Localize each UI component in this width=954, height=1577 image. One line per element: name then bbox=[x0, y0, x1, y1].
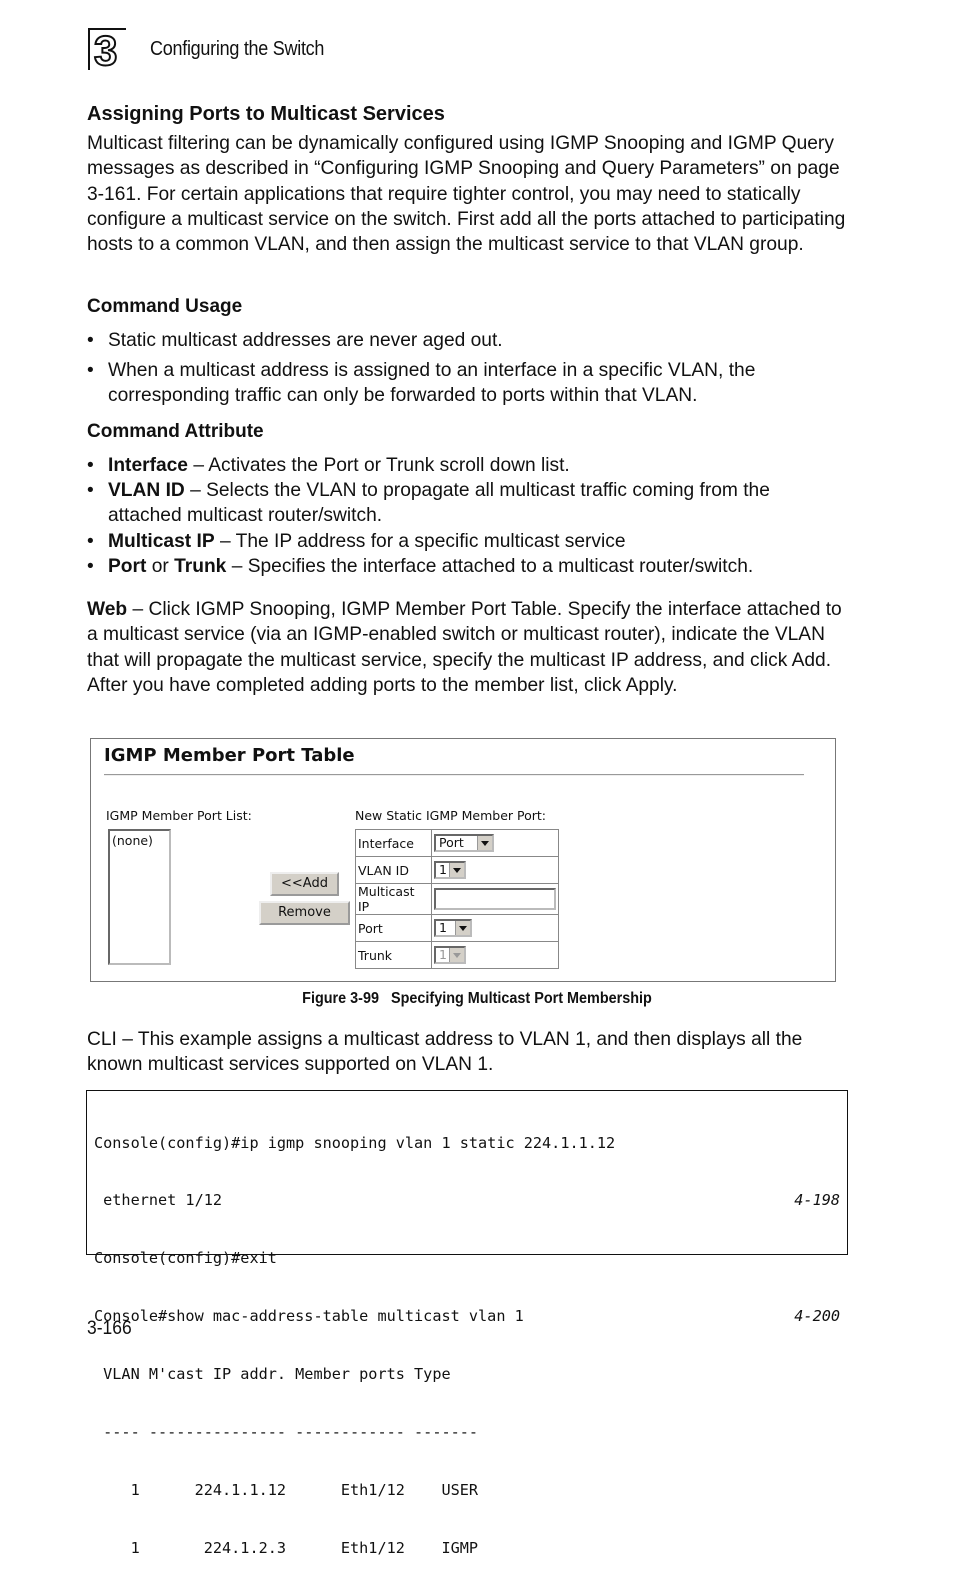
page-reference: 4-200 bbox=[794, 1307, 840, 1326]
interface-select[interactable]: Port bbox=[434, 834, 494, 852]
cli-intro: CLI – This example assigns a multicast address to VLAN 1, and then displays all the known multicast services supported on VLAN 1. bbox=[87, 1029, 803, 1076]
attribute-bullet: • Multicast IP – The IP address for a specific multicast service bbox=[87, 531, 626, 552]
chapter-number: 3 bbox=[88, 28, 126, 70]
multicast-ip-input[interactable] bbox=[434, 888, 556, 910]
code-line: ---- --------------- ------------ ------- bbox=[94, 1423, 479, 1442]
page-reference: 4-198 bbox=[794, 1191, 840, 1210]
interface-row bbox=[356, 830, 559, 857]
command-attribute-heading: Command Attribute bbox=[87, 421, 264, 442]
intro-paragraph: Multicast filtering can be dynamically configured using IGMP Snooping and IGMP Query messages as described in “Configuring IGMP Snooping and Query Parameters” on page 3-161. For certain applications that require tighter control, you may need to statically configure a multicast service on the switch. First add all the ports attached to participating hosts to a common VLAN, and then assign the multicast service to that VLAN group. bbox=[87, 133, 846, 256]
vlan-id-label: VLAN ID bbox=[356, 857, 432, 884]
attribute-bullet: • VLAN ID – Selects the VLAN to propagate all multicast traffic coming from the attached multicast router/switch. bbox=[87, 480, 770, 527]
port-select[interactable]: 1 bbox=[434, 919, 472, 937]
list-item[interactable]: (none) bbox=[112, 833, 153, 848]
new-member-label: New Static IGMP Member Port: bbox=[355, 808, 547, 823]
code-line: Console(config)#exit bbox=[94, 1249, 277, 1268]
interface-label: Interface bbox=[356, 830, 432, 857]
vlan-row bbox=[356, 857, 559, 884]
section-title: Assigning Ports to Multicast Services bbox=[87, 103, 445, 125]
attribute-bullet: • Port or Trunk – Specifies the interface attached to a multicast router/switch. bbox=[87, 556, 754, 577]
command-usage-heading: Command Usage bbox=[87, 296, 243, 317]
member-list-label: IGMP Member Port List: bbox=[106, 808, 252, 823]
trunk-label: Trunk bbox=[356, 942, 432, 969]
panel-title: IGMP Member Port Table bbox=[104, 745, 355, 766]
page-number: 3-166 bbox=[87, 1318, 132, 1339]
chevron-down-icon bbox=[449, 948, 464, 962]
title-divider bbox=[104, 774, 804, 776]
code-line: 1 224.1.1.12 Eth1/12 USER bbox=[94, 1480, 479, 1499]
chevron-down-icon bbox=[455, 921, 470, 935]
code-line: ethernet 1/12 4-198 bbox=[94, 1191, 840, 1210]
code-line: VLAN M'cast IP addr. Member ports Type bbox=[94, 1365, 451, 1384]
code-line: Console#show mac-address-table multicast vlan 1 4-200 bbox=[94, 1307, 840, 1326]
port-label: Port bbox=[356, 915, 432, 942]
add-button[interactable]: <<Add bbox=[270, 872, 339, 896]
figure-caption: Figure 3-99 Specifying Multicast Port Membership bbox=[302, 990, 652, 1007]
multicast-ip-label: Multicast IP bbox=[356, 884, 432, 915]
member-port-listbox[interactable] bbox=[108, 829, 171, 965]
new-member-form bbox=[355, 829, 559, 969]
web-paragraph: Web – Click IGMP Snooping, IGMP Member Port Table. Specify the interface attached to a multicast service (via an IGMP-enabled switch or multicast router), indicate the VLAN that will propagate the multicast service, specify the multicast IP address, and click Add. After you have completed adding ports to the member list, click Apply. bbox=[87, 599, 842, 696]
remove-button[interactable]: Remove bbox=[259, 901, 350, 925]
usage-bullet: • Static multicast addresses are never aged out. bbox=[87, 330, 503, 351]
code-line: 1 224.1.2.3 Eth1/12 IGMP bbox=[94, 1538, 479, 1557]
code-line: Console(config)#ip igmp snooping vlan 1 static 224.1.1.12 bbox=[94, 1133, 616, 1152]
running-title: Configuring the Switch bbox=[150, 38, 325, 60]
port-row bbox=[356, 915, 559, 942]
trunk-select: 1 bbox=[434, 946, 466, 964]
igmp-member-port-panel bbox=[90, 738, 836, 982]
chevron-down-icon bbox=[477, 836, 492, 850]
trunk-row bbox=[356, 942, 559, 969]
multicast-ip-row bbox=[356, 884, 559, 915]
vlan-id-select[interactable]: 1 bbox=[434, 861, 466, 879]
attribute-bullet: • Interface – Activates the Port or Trunk scroll down list. bbox=[87, 455, 570, 476]
usage-bullet: • When a multicast address is assigned to an interface in a specific VLAN, the corresponding traffic can only be forwarded to ports within that VLAN. bbox=[87, 360, 756, 407]
chevron-down-icon bbox=[449, 863, 464, 877]
